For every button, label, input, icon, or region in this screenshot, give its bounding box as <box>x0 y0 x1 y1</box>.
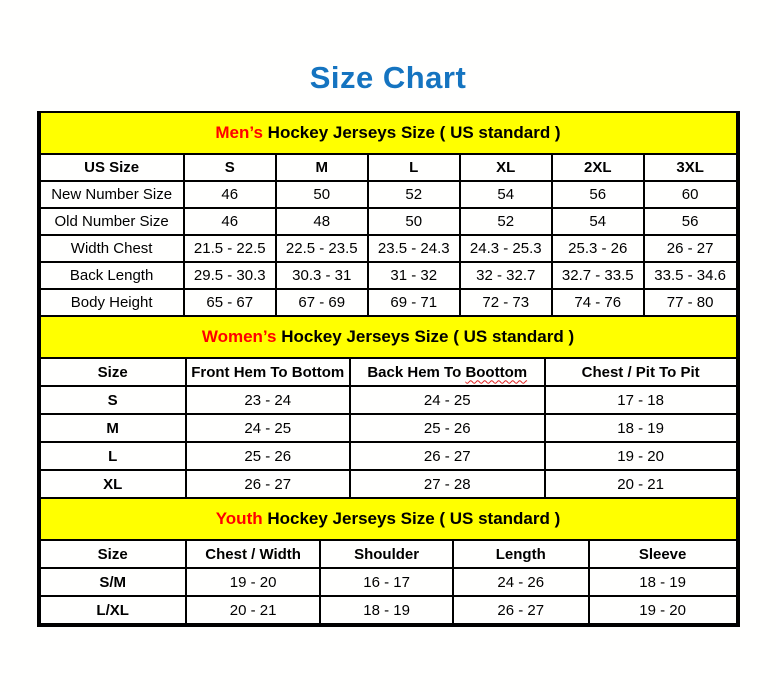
back-hem-label-prefix: Back Hem To <box>367 363 462 381</box>
table-cell: 26 - 27 <box>350 442 545 470</box>
table-cell: 18 - 19 <box>545 414 737 442</box>
column-header: L <box>368 154 460 181</box>
youth-section-banner <box>39 499 738 539</box>
table-cell: 67 - 69 <box>276 289 368 316</box>
table-row <box>40 235 737 262</box>
column-header: S <box>184 154 276 181</box>
table-cell: 30.3 - 31 <box>276 262 368 289</box>
table-cell: 20 - 21 <box>186 596 321 624</box>
table-cell: 27 - 28 <box>350 470 545 498</box>
mens-section-banner <box>39 113 738 153</box>
column-header: Sleeve <box>589 540 737 568</box>
table-row <box>40 262 737 289</box>
table-cell: 31 - 32 <box>368 262 460 289</box>
table-cell: 50 <box>368 208 460 235</box>
column-header: Length <box>453 540 589 568</box>
table-cell: 56 <box>552 181 644 208</box>
column-header: Chest / Pit To Pit <box>545 358 737 386</box>
youth-banner-accent: Youth <box>215 509 263 528</box>
mens-banner-accent: Men’s <box>215 123 263 142</box>
table-cell: 24 - 25 <box>350 386 545 414</box>
womens-banner-accent: Women’s <box>201 327 277 346</box>
table-cell: 25 - 26 <box>350 414 545 442</box>
table-cell: 16 - 17 <box>320 568 452 596</box>
table-cell: 25 - 26 <box>186 442 350 470</box>
column-header-back-hem <box>350 358 545 386</box>
table-cell: 22.5 - 23.5 <box>276 235 368 262</box>
size-chart <box>37 111 740 627</box>
table-cell: 48 <box>276 208 368 235</box>
table-cell: 65 - 67 <box>184 289 276 316</box>
table-cell: 72 - 73 <box>460 289 552 316</box>
table-cell: 21.5 - 22.5 <box>184 235 276 262</box>
table-cell: 19 - 20 <box>589 596 737 624</box>
table-row <box>40 208 737 235</box>
table-cell: 17 - 18 <box>545 386 737 414</box>
size-label: L <box>40 442 186 470</box>
table-cell: 24 - 26 <box>453 568 589 596</box>
table-cell: 19 - 20 <box>545 442 737 470</box>
mens-header-row <box>40 154 737 181</box>
youth-banner-text: Hockey Jerseys Size ( US standard ) <box>267 509 561 528</box>
table-row <box>40 289 737 316</box>
table-cell: 69 - 71 <box>368 289 460 316</box>
table-cell: 23 - 24 <box>186 386 350 414</box>
table-cell: 25.3 - 26 <box>552 235 644 262</box>
table-cell: 18 - 19 <box>589 568 737 596</box>
table-cell: 52 <box>460 208 552 235</box>
womens-banner-text: Hockey Jerseys Size ( US standard ) <box>281 327 575 346</box>
table-cell: 54 <box>460 181 552 208</box>
column-header: 3XL <box>644 154 737 181</box>
table-cell: 54 <box>552 208 644 235</box>
table-cell: 20 - 21 <box>545 470 737 498</box>
size-label: S/M <box>40 568 186 596</box>
table-cell: 26 - 27 <box>644 235 737 262</box>
table-row <box>40 470 737 498</box>
column-header: Size <box>40 540 186 568</box>
table-row <box>40 181 737 208</box>
column-header: US Size <box>40 154 184 181</box>
womens-section-banner <box>39 317 738 357</box>
youth-size-table <box>39 539 738 625</box>
table-cell: 26 - 27 <box>453 596 589 624</box>
column-header: Shoulder <box>320 540 452 568</box>
column-header: 2XL <box>552 154 644 181</box>
table-cell: 19 - 20 <box>186 568 321 596</box>
column-header: Chest / Width <box>186 540 321 568</box>
table-cell: 24 - 25 <box>186 414 350 442</box>
table-cell: 52 <box>368 181 460 208</box>
table-row <box>40 386 737 414</box>
row-label: New Number Size <box>40 181 184 208</box>
table-cell: 32.7 - 33.5 <box>552 262 644 289</box>
row-label: Width Chest <box>40 235 184 262</box>
table-row <box>40 414 737 442</box>
column-header: Front Hem To Bottom <box>186 358 350 386</box>
youth-header-row <box>40 540 737 568</box>
size-label: S <box>40 386 186 414</box>
table-cell: 33.5 - 34.6 <box>644 262 737 289</box>
back-hem-misspelled-word: Boottom <box>465 363 528 381</box>
table-cell: 18 - 19 <box>320 596 452 624</box>
size-label: XL <box>40 470 186 498</box>
row-label: Body Height <box>40 289 184 316</box>
table-cell: 50 <box>276 181 368 208</box>
table-cell: 56 <box>644 208 737 235</box>
page-title: Size Chart <box>309 60 467 95</box>
table-cell: 46 <box>184 208 276 235</box>
size-label: L/XL <box>40 596 186 624</box>
row-label: Back Length <box>40 262 184 289</box>
table-row <box>40 568 737 596</box>
table-cell: 74 - 76 <box>552 289 644 316</box>
table-cell: 24.3 - 25.3 <box>460 235 552 262</box>
table-row <box>40 442 737 470</box>
table-cell: 60 <box>644 181 737 208</box>
column-header: Size <box>40 358 186 386</box>
mens-size-table <box>39 153 738 317</box>
table-cell: 77 - 80 <box>644 289 737 316</box>
womens-header-row <box>40 358 737 386</box>
table-row <box>40 596 737 624</box>
table-cell: 32 - 32.7 <box>460 262 552 289</box>
table-cell: 26 - 27 <box>186 470 350 498</box>
womens-size-table <box>39 357 738 499</box>
mens-banner-text: Hockey Jerseys Size ( US standard ) <box>267 123 561 142</box>
row-label: Old Number Size <box>40 208 184 235</box>
size-label: M <box>40 414 186 442</box>
column-header: M <box>276 154 368 181</box>
table-cell: 46 <box>184 181 276 208</box>
column-header: XL <box>460 154 552 181</box>
table-cell: 29.5 - 30.3 <box>184 262 276 289</box>
table-cell: 23.5 - 24.3 <box>368 235 460 262</box>
